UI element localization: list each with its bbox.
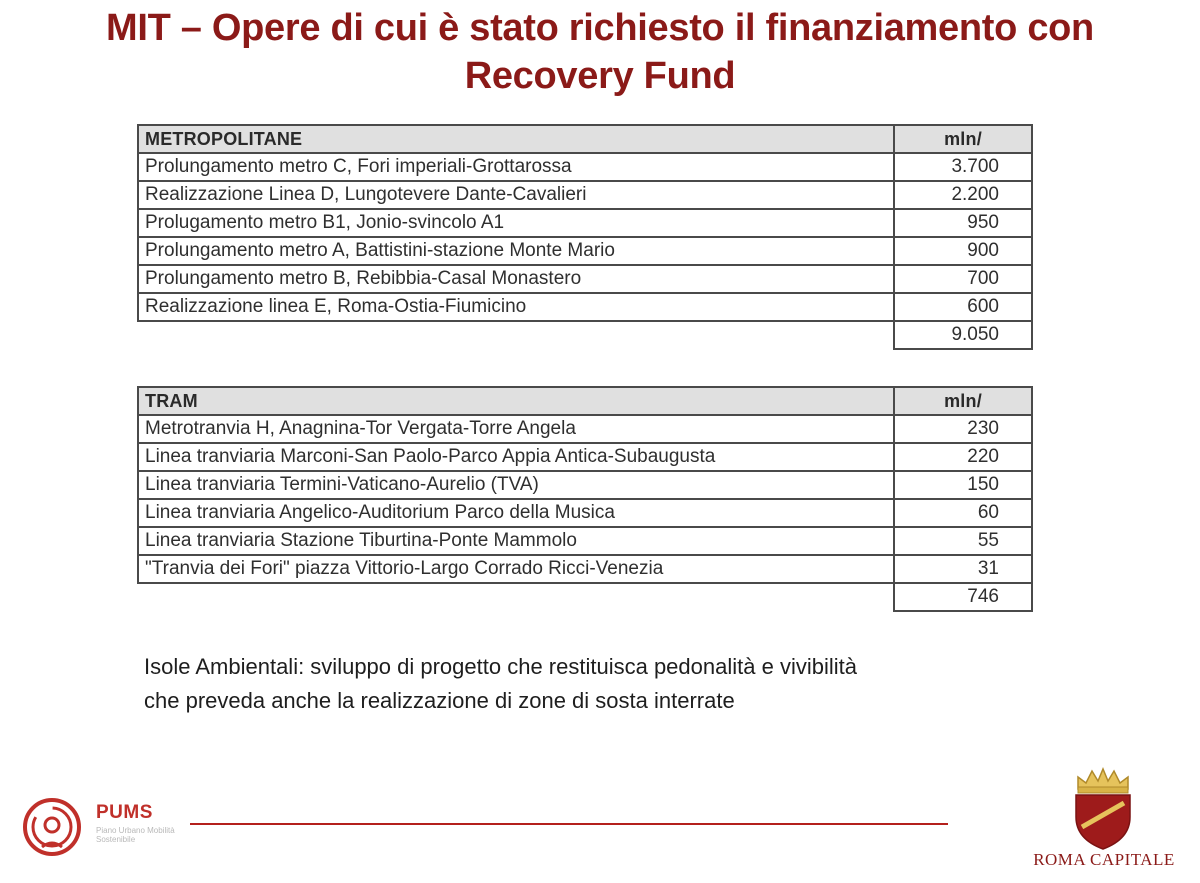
metropolitane-table [137,124,1033,350]
table-header-row [138,125,1032,153]
footer-divider [190,823,948,825]
unit-header: mln/ [894,125,1032,153]
work-value: 230 [894,415,1032,443]
table-row [138,209,1032,237]
roma-capitale-emblem-icon [1068,767,1138,851]
table-header-row [138,387,1032,415]
table-row [138,471,1032,499]
work-value: 220 [894,443,1032,471]
table-row [138,153,1032,181]
work-name: Prolungamento metro C, Fori imperiali-Grottarossa [138,153,894,181]
work-value: 900 [894,237,1032,265]
work-value: 2.200 [894,181,1032,209]
work-name: Linea tranviaria Stazione Tiburtina-Ponte Mammolo [138,527,894,555]
work-value: 600 [894,293,1032,321]
work-name: Linea tranviaria Angelico-Auditorium Parco della Musica [138,499,894,527]
pums-subtitle: Piano Urbano Mobilità Sostenibile [96,826,175,844]
total-spacer [138,583,894,611]
table-row [138,181,1032,209]
title-line-1: MIT – Opere di cui è stato richiesto il finanziamento con [106,7,1094,49]
work-name: Realizzazione linea E, Roma-Ostia-Fiumicino [138,293,894,321]
work-name: Prolungamento metro A, Battistini-stazione Monte Mario [138,237,894,265]
work-value: 700 [894,265,1032,293]
table-row [138,499,1032,527]
work-name: Linea tranviaria Termini-Vaticano-Aurelio (TVA) [138,471,894,499]
isole-ambientali-note [144,650,857,718]
work-value: 60 [894,499,1032,527]
table-row [138,237,1032,265]
work-name: "Tranvia dei Fori" piazza Vittorio-Largo Corrado Ricci-Venezia [138,555,894,583]
work-value: 950 [894,209,1032,237]
work-name: Linea tranviaria Marconi-San Paolo-Parco Appia Antica-Subaugusta [138,443,894,471]
total-row [138,583,1032,611]
pums-logo-icon [20,795,84,859]
tram-header: TRAM [138,387,894,415]
work-value: 55 [894,527,1032,555]
table-row [138,555,1032,583]
tram-total: 746 [894,583,1032,611]
table-row [138,415,1032,443]
title-line-2: Recovery Fund [464,55,736,97]
roma-capitale-label: ROMA CAPITALE [1033,850,1175,869]
table-row [138,527,1032,555]
total-spacer [138,321,894,349]
table-row [138,293,1032,321]
note-line-2: che preveda anche la realizzazione di zone di sosta interrate [144,688,735,713]
metropolitane-header: METROPOLITANE [138,125,894,153]
work-name: Metrotranvia H, Anagnina-Tor Vergata-Torre Angela [138,415,894,443]
table-row [138,443,1032,471]
page-title [0,4,1200,100]
work-value: 150 [894,471,1032,499]
unit-header: mln/ [894,387,1032,415]
work-value: 3.700 [894,153,1032,181]
tram-table [137,386,1033,612]
work-name: Realizzazione Linea D, Lungotevere Dante-Cavalieri [138,181,894,209]
work-value: 31 [894,555,1032,583]
work-name: Prolugamento metro B1, Jonio-svincolo A1 [138,209,894,237]
total-row [138,321,1032,349]
pums-label: PUMS [96,802,153,823]
table-row [138,265,1032,293]
work-name: Prolungamento metro B, Rebibbia-Casal Monastero [138,265,894,293]
metropolitane-total: 9.050 [894,321,1032,349]
note-line-1: Isole Ambientali: sviluppo di progetto che restituisca pedonalità e vivibilità [144,654,857,679]
